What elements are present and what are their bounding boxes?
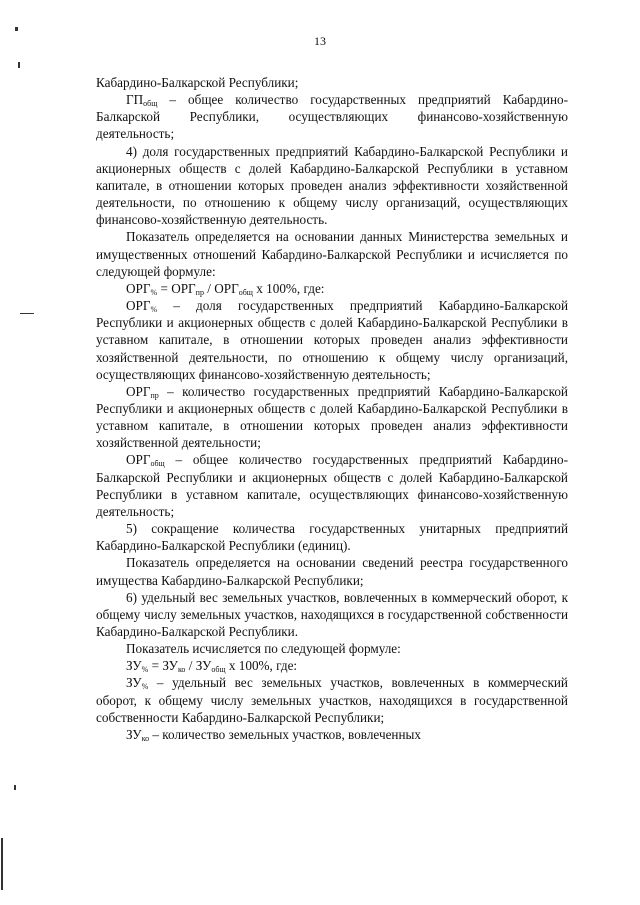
paragraph: Показатель исчисляется по следующей формуле: (126, 641, 401, 657)
variable-subscript: общ (150, 459, 165, 469)
formula-tail: х 100%, где: (225, 658, 298, 674)
definition-text: – количество земельных участков, вовлеченных (149, 726, 422, 742)
formula-subscript: % (141, 665, 149, 675)
variable-subscript: % (150, 305, 158, 315)
formula-operator: = (157, 280, 172, 296)
definition-paragraph (96, 383, 568, 452)
formula (96, 657, 568, 674)
scan-artifact-line (1, 838, 3, 890)
scan-artifact-dash (20, 313, 34, 314)
definition-text: – общее количество государственных предприятий Кабардино-Балкарской Республики, осуществляющих финансово-хозяйственную деятельность; (96, 92, 568, 142)
scan-artifact-dot (18, 62, 20, 68)
paragraph: 6) удельный вес земельных участков, вовлеченных в коммерческий оборот, к общему числу земельных участков, находящихся в государственной собственности Кабардино-Балкарской Республики. (96, 589, 568, 639)
formula-term: ОРГ (214, 280, 239, 296)
formula-subscript: общ (211, 665, 226, 675)
scan-artifact-dot (15, 27, 18, 31)
page-number: 13 (314, 34, 326, 48)
formula-operator: = (148, 658, 163, 674)
variable-subscript: общ (143, 99, 158, 109)
definition-paragraph (96, 91, 568, 142)
variable: ОРГ (126, 452, 151, 468)
definition-text: – общее количество государственных предприятий Кабардино-Балкарской Республики и акционерных обществ с долей Кабардино-Балкарской Республики в уставном капитале, осуществляющих финансово-хозяйственную деятельность; (96, 452, 568, 519)
definition-text: – количество государственных предприятий Кабардино-Балкарской Республики и акционерных обществ с долей Кабардино-Балкарской Республики в уставном капитале, в отношении которых проведен анализ эффективности хозяйственной деятельности; (96, 383, 568, 451)
formula-subscript: общ (238, 287, 253, 297)
definition-text: – доля государственных предприятий Кабардино-Балкарской Республики и акционерных обществ с долей Кабардино-Балкарской Республики в уставном капитале, в отношении которых проведен анализ эффективности хозяйственной деятельности, по отношению к общему числу организаций, осуществляющих финансово-хозяйственную деятельность; (96, 298, 568, 382)
variable: ОРГ (126, 383, 151, 399)
formula-term: ЗУ (195, 658, 212, 674)
paragraph: Кабардино-Балкарской Республики; (96, 75, 299, 90)
formula-operator: / (185, 658, 196, 674)
formula-term: ЗУ (126, 658, 142, 674)
formula-operator: / (203, 280, 215, 296)
paragraph: Показатель определяется на основании данных Министерства земельных и имущественных отношений Кабардино-Балкарской Республики и исчисляется по следующей формуле: (96, 229, 568, 279)
formula-subscript: % (150, 287, 158, 297)
formula-term: ОРГ (126, 280, 151, 296)
formula-tail: х 100%, где: (252, 280, 325, 296)
variable: ЗУ (126, 726, 142, 742)
definition-paragraph (96, 674, 568, 725)
paragraph: Показатель определяется на основании сведений реестра государственного имущества Кабардино-Балкарской Республики; (96, 555, 568, 588)
paragraph: 5) сокращение количества государственных унитарных предприятий Кабардино-Балкарской Республики (единиц). (96, 521, 568, 554)
formula-subscript: ко (177, 665, 186, 675)
variable-subscript: пр (150, 390, 159, 400)
variable: ОРГ (126, 298, 151, 314)
scan-artifact-dot (14, 785, 16, 790)
definition-paragraph (96, 297, 568, 383)
formula-subscript: пр (195, 287, 204, 297)
formula-term: ЗУ (162, 658, 178, 674)
formula (96, 280, 568, 297)
formula-term: ОРГ (171, 280, 196, 296)
variable-subscript: ко (141, 733, 150, 743)
definition-paragraph (96, 451, 568, 520)
variable: ЗУ (126, 675, 142, 691)
variable-subscript: % (141, 682, 149, 692)
document-body (96, 74, 568, 743)
paragraph: 4) доля государственных предприятий Кабардино-Балкарской Республики и акционерных обществ с долей Кабардино-Балкарской Республики в уставном капитале, в отношении которых проведен анализ эффективности хозяйственной деятельности, по отношению к общему числу организаций, осуществляющих финансово-хозяйственную деятельность. (96, 143, 568, 228)
definition-paragraph (96, 726, 568, 743)
definition-text: – удельный вес земельных участков, вовлеченных в коммерческий оборот, к общему числу земельных участков, находящихся в государственной собственности Кабардино-Балкарской Республики; (96, 675, 568, 725)
variable: ГП (126, 92, 144, 108)
